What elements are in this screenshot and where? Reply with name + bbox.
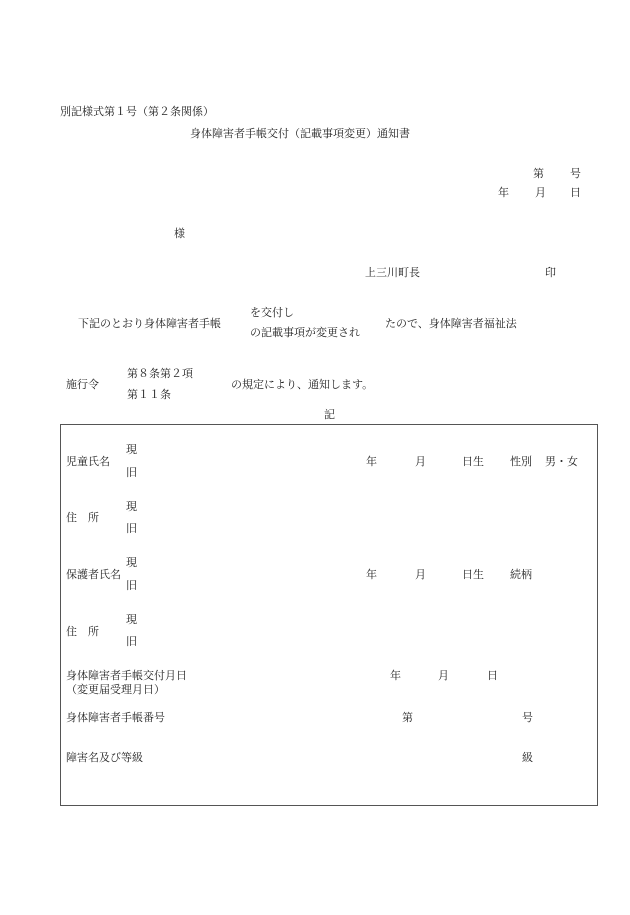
notice-number-prefix: 第 <box>533 167 544 180</box>
child-name-previous-mark: 旧 <box>126 466 137 479</box>
seal-mark: 印 <box>545 266 556 279</box>
form-reference: 別記様式第１号（第２条関係） <box>60 105 214 118</box>
child-address-previous-mark: 旧 <box>126 522 137 535</box>
handbook-number-label: 身体障害者手帳番号 <box>66 711 165 724</box>
body-line1-option-change: の記載事項が変更され <box>250 326 360 339</box>
issue-date-label: 身体障害者手帳交付月日 <box>66 669 187 682</box>
handbook-number-prefix: 第 <box>402 711 413 724</box>
body-line2-option-b: 第１１条 <box>127 388 171 401</box>
disability-label: 障害名及び等級 <box>66 751 143 764</box>
notice-number-suffix: 号 <box>570 167 581 180</box>
relation-label: 続柄 <box>510 568 532 581</box>
guardian-address-previous-mark: 旧 <box>126 635 137 648</box>
notice-date-month: 月 <box>535 186 546 199</box>
body-line1-option-issue: を交付し <box>250 306 294 319</box>
issue-date-sublabel: （変更届受理月日） <box>66 683 165 696</box>
child-address-label: 住 所 <box>66 511 99 524</box>
ki-heading: 記 <box>324 408 335 421</box>
handbook-number-suffix: 号 <box>522 711 533 724</box>
addressee-honorific: 様 <box>174 227 185 240</box>
child-name-current-mark: 現 <box>126 443 137 456</box>
issue-date-year: 年 <box>390 669 401 682</box>
body-line2-suffix: の規定により、通知します。 <box>231 378 374 391</box>
gender-label: 性別 <box>510 455 532 468</box>
issuer-name: 上三川町長 <box>365 266 420 279</box>
guardian-name-label: 保護者氏名 <box>66 568 121 581</box>
child-name-label: 児童氏名 <box>66 455 110 468</box>
body-line1-prefix: 下記のとおり身体障害者手帳 <box>78 317 221 330</box>
guardian-address-current-mark: 現 <box>126 613 137 626</box>
body-line2-prefix: 施行令 <box>66 378 99 391</box>
child-birth-month: 月 <box>415 455 426 468</box>
document-title: 身体障害者手帳交付（記載事項変更）通知書 <box>190 127 410 140</box>
issue-date-day: 日 <box>487 669 498 682</box>
guardian-name-previous-mark: 旧 <box>126 579 137 592</box>
child-address-current-mark: 現 <box>126 500 137 513</box>
disability-grade-suffix: 級 <box>522 751 533 764</box>
child-birth-year: 年 <box>366 455 377 468</box>
guardian-birth-day: 日生 <box>462 568 484 581</box>
gender-options: 男・女 <box>545 455 578 468</box>
child-birth-day: 日生 <box>462 455 484 468</box>
body-line2-option-a: 第８条第２項 <box>127 367 193 380</box>
notice-date-day: 日 <box>570 186 581 199</box>
body-line1-suffix: たので、身体障害者福祉法 <box>385 317 517 330</box>
guardian-address-label: 住 所 <box>66 625 99 638</box>
guardian-birth-year: 年 <box>366 568 377 581</box>
notice-date-year: 年 <box>498 186 509 199</box>
guardian-name-current-mark: 現 <box>126 556 137 569</box>
form-box <box>60 424 598 806</box>
issue-date-month: 月 <box>438 669 449 682</box>
guardian-birth-month: 月 <box>415 568 426 581</box>
